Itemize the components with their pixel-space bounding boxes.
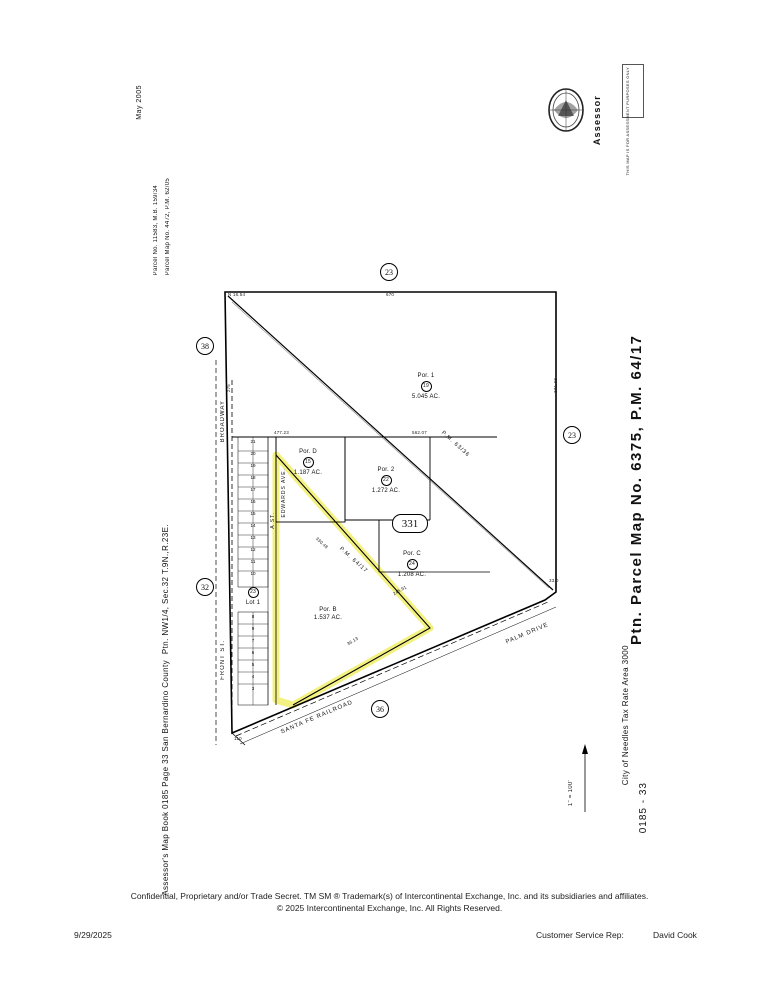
dimension-label bbox=[234, 736, 242, 741]
road-label-text: PALM DRIVE bbox=[505, 622, 550, 646]
boundary-marker-label: 36 bbox=[376, 704, 384, 714]
road-label-text: P.M. 64/17 bbox=[337, 546, 369, 575]
section-reference-text: Ptn. NW1/4, Sec.32 T.9N.,R.23E. bbox=[161, 524, 170, 655]
lot-number-label: 16 bbox=[250, 499, 256, 504]
parcel-name: Por. D bbox=[299, 449, 317, 455]
parcel-map-badge bbox=[392, 514, 428, 533]
lot-number bbox=[240, 499, 266, 504]
footer bbox=[0, 890, 779, 940]
dimension-label bbox=[226, 384, 231, 392]
lot-number bbox=[240, 626, 266, 631]
road-label-a-st bbox=[270, 512, 276, 529]
parcel-number: 22 bbox=[381, 475, 392, 486]
dimension-text: 562.07 bbox=[412, 430, 427, 435]
parcel-number: 19 bbox=[421, 381, 432, 392]
lot-number-label: 10 bbox=[250, 571, 256, 576]
parcel-area: 5.045 AC. bbox=[411, 394, 441, 400]
dimension-text: 477.23 bbox=[274, 430, 289, 435]
lot-number-label: 4 bbox=[251, 674, 255, 679]
road-label-text: SANTA FE RAILROAD bbox=[280, 699, 355, 736]
dimension-text: 331.63 bbox=[553, 378, 558, 393]
lot-number-label: 15 bbox=[250, 511, 256, 516]
boundary-marker-label: 23 bbox=[385, 267, 393, 277]
disclaimer-box bbox=[622, 64, 644, 176]
assessor-word bbox=[592, 95, 602, 145]
dimension-label bbox=[386, 292, 394, 297]
footer-disclaimer-line2: © 2025 Intercontinental Exchange, Inc. All Rights Reserved. bbox=[276, 903, 503, 913]
footer-rep-label: Customer Service Rep: bbox=[536, 930, 624, 940]
disclaimer-text: THIS MAP IS FOR ASSESSMENT PURPOSES ONLY bbox=[625, 67, 630, 176]
footer-disclaimer-line1: Confidential, Proprietary and/or Trade Secret. TM SM ® Trademark(s) of Intercontinental Exchange, Inc. and its subsidiaries and affiliates. bbox=[130, 891, 649, 901]
dimension-label bbox=[412, 430, 427, 435]
parcel-area: 1.208 AC. bbox=[397, 572, 427, 578]
book-page-number-text: 0185 - 33 bbox=[638, 782, 649, 834]
lot-number-label: 21 bbox=[250, 439, 256, 444]
parcel-area: 1.187 AC. bbox=[293, 470, 323, 476]
parcel-map-reference: Parcel Map No. 4472, P.M. 62/05 bbox=[164, 178, 171, 276]
road-label-text: FRONT ST. bbox=[220, 640, 226, 680]
dimension-text: N 16.54 bbox=[228, 292, 246, 297]
lot-number bbox=[240, 487, 266, 492]
dimension-text: 330.48 bbox=[314, 536, 330, 550]
parcel-label-por-d bbox=[286, 448, 330, 477]
lot-number-label: 19 bbox=[250, 463, 256, 468]
lot-number bbox=[240, 662, 266, 667]
lot-number bbox=[240, 638, 266, 643]
dimension-label bbox=[553, 378, 558, 393]
page-title bbox=[628, 285, 645, 645]
parcel-name: Por. 1 bbox=[417, 373, 435, 379]
lot-number bbox=[240, 559, 266, 564]
city-tax-rate-area-text: City of Needles Tax Rate Area 3000 bbox=[621, 645, 630, 786]
lot-number bbox=[240, 571, 266, 576]
dimension-text: 36.13 bbox=[346, 635, 360, 647]
boundary-marker-label: 38 bbox=[201, 341, 209, 351]
dimension-text: 245.91 bbox=[392, 584, 408, 597]
lot-number bbox=[240, 674, 266, 679]
lot-number-label: 5 bbox=[251, 662, 255, 667]
footer-rep-name: David Cook bbox=[653, 930, 697, 940]
parcel-map-reference: Parcel No. 11583, M.B. 159/34 bbox=[153, 184, 159, 276]
city-tax-rate-area bbox=[620, 645, 631, 788]
parcel-map-badge-label: 331 bbox=[401, 517, 419, 530]
lot-number-label: 20 bbox=[250, 451, 256, 456]
county-seal-icon bbox=[544, 86, 588, 134]
lot-number-label: 3 bbox=[251, 686, 255, 691]
dimension-label bbox=[274, 430, 289, 435]
lot-number bbox=[240, 650, 266, 655]
parcel-label-por-b bbox=[306, 606, 350, 622]
lot-number bbox=[240, 475, 266, 480]
lot-number bbox=[240, 547, 266, 552]
parcel-number: 24 bbox=[407, 559, 418, 570]
page-title-text: Ptn. Parcel Map No. 6375, P.M. 64/17 bbox=[628, 334, 645, 645]
lot-number bbox=[240, 511, 266, 516]
parcel-area: 1.272 AC. bbox=[371, 488, 401, 494]
lot-number-label: 9 bbox=[251, 626, 255, 631]
boundary-marker bbox=[196, 337, 214, 355]
assessor-map-reference-text: Assessor's Map Book 0185 Page 33 San Bernardino County bbox=[161, 660, 170, 896]
boundary-marker-label: 23 bbox=[568, 430, 576, 440]
lot-number-label: 17 bbox=[250, 487, 256, 492]
lot-number bbox=[240, 614, 266, 619]
assessor-word-text: Assessor bbox=[592, 95, 602, 146]
road-label-text: P.M. 63/36 bbox=[439, 430, 471, 459]
road-label-text: A ST. bbox=[270, 512, 276, 529]
dimension-label bbox=[549, 578, 559, 583]
parcel-name: Por. C bbox=[403, 551, 421, 557]
lot-number-label: 11 bbox=[250, 559, 256, 564]
map-date bbox=[136, 85, 143, 120]
parcel-label-lot-1 bbox=[238, 586, 268, 607]
scale-label bbox=[568, 780, 574, 806]
boundary-marker bbox=[371, 700, 389, 718]
road-label-front-st bbox=[220, 640, 226, 680]
boundary-marker bbox=[380, 263, 398, 281]
lot-number-label: 6 bbox=[251, 650, 255, 655]
lot-number-label: 18 bbox=[250, 475, 256, 480]
lot-number-label: 13 bbox=[250, 535, 256, 540]
lot-number-label: 12 bbox=[250, 547, 256, 552]
book-page-number bbox=[638, 782, 649, 833]
lot-number-label: 8 bbox=[251, 614, 255, 619]
section-reference bbox=[160, 524, 171, 657]
parcel-label-por-2 bbox=[364, 466, 408, 495]
footer-date: 9/29/2025 bbox=[74, 930, 112, 940]
road-label-broadway bbox=[220, 400, 226, 442]
dimension-label bbox=[228, 292, 245, 297]
road-label-text: BROADWAY bbox=[220, 400, 226, 443]
parcel-number: 23 bbox=[248, 587, 259, 598]
scale-label-text: 1" = 100' bbox=[568, 780, 574, 807]
parcel-name: Por. 2 bbox=[377, 467, 395, 473]
dimension-text: 33.0 bbox=[549, 578, 559, 583]
parcel-name: Por. B bbox=[319, 607, 337, 613]
parcel-area: 1.537 AC. bbox=[313, 615, 343, 621]
road-label-edwards-ave bbox=[281, 468, 287, 518]
lot-number bbox=[240, 686, 266, 691]
parcel-number: 15 bbox=[303, 457, 314, 468]
parcel-label-por-c bbox=[390, 550, 434, 579]
boundary-marker bbox=[196, 578, 214, 596]
parcel-name: Lot 1 bbox=[245, 600, 261, 606]
assessor-map-reference bbox=[160, 660, 171, 899]
lot-number bbox=[240, 463, 266, 468]
lot-number-label: 14 bbox=[250, 523, 256, 528]
map-date-text: May 2005 bbox=[136, 85, 143, 120]
parcel-label-por-1 bbox=[404, 372, 448, 401]
parcel-map-references bbox=[152, 178, 172, 278]
road-label-text: EDWARDS AVE. bbox=[281, 468, 287, 518]
lot-number bbox=[240, 535, 266, 540]
dimension-text: 275 bbox=[226, 384, 231, 393]
dimension-text: 670 bbox=[386, 292, 395, 297]
lot-number bbox=[240, 439, 266, 444]
lot-number bbox=[240, 523, 266, 528]
lot-number-label: 7 bbox=[251, 638, 255, 643]
lot-number bbox=[240, 451, 266, 456]
dimension-text: 110 bbox=[234, 736, 242, 741]
boundary-marker bbox=[563, 426, 581, 444]
boundary-marker-label: 32 bbox=[201, 582, 209, 592]
